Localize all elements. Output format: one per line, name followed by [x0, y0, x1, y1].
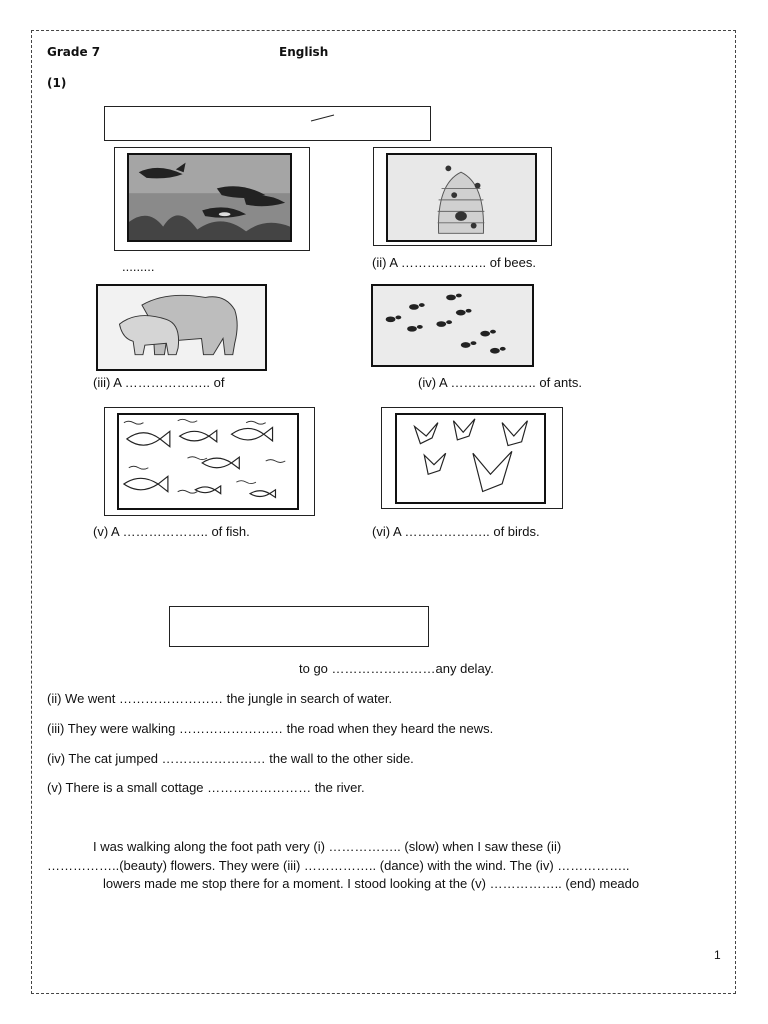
ants-picture	[371, 284, 534, 367]
pen-mark	[105, 107, 432, 142]
beehive-picture	[386, 153, 537, 242]
whales-picture	[127, 153, 292, 242]
grade-label: Grade 7	[47, 45, 101, 59]
item-i-blank: .........	[122, 259, 155, 274]
fish-picture	[117, 413, 299, 510]
item-iii-text: (iii) A ……………….. of	[93, 375, 225, 390]
paragraph-line-2: ……………..(beauty) flowers. They were (iii) …………….. (dance) with the wind. The (iv) ……………..	[47, 858, 630, 873]
prep-item-ii: (ii) We went …………………… the jungle in search of water.	[47, 691, 393, 706]
word-box-2	[169, 606, 429, 647]
page-number: 1	[714, 948, 721, 962]
section-number: (1)	[47, 76, 67, 90]
elephants-picture	[96, 284, 267, 371]
prep-item-i: to go ……………………any delay.	[299, 661, 494, 676]
item-ii-text: (ii) A ……………….. of bees.	[372, 255, 536, 270]
word-box-1	[104, 106, 431, 141]
prep-item-iii: (iii) They were walking …………………… the road when they heard the news.	[47, 721, 494, 736]
prep-item-iv: (iv) The cat jumped …………………… the wall to the other side.	[47, 751, 414, 766]
item-vi-text: (vi) A ……………….. of birds.	[372, 524, 540, 539]
item-v-text: (v) A ……………….. of fish.	[93, 524, 250, 539]
birds-picture	[395, 413, 546, 504]
paragraph-line-3: lowers made me stop there for a moment. I stood looking at the (v) …………….. (end) meado	[103, 876, 640, 891]
paragraph-line-1: I was walking along the foot path very (i) …………….. (slow) when I saw these (ii)	[93, 839, 562, 854]
item-iv-text: (iv) A ……………….. of ants.	[418, 375, 582, 390]
subject-label: English	[279, 45, 329, 59]
prep-item-v: (v) There is a small cottage …………………… the river.	[47, 780, 365, 795]
